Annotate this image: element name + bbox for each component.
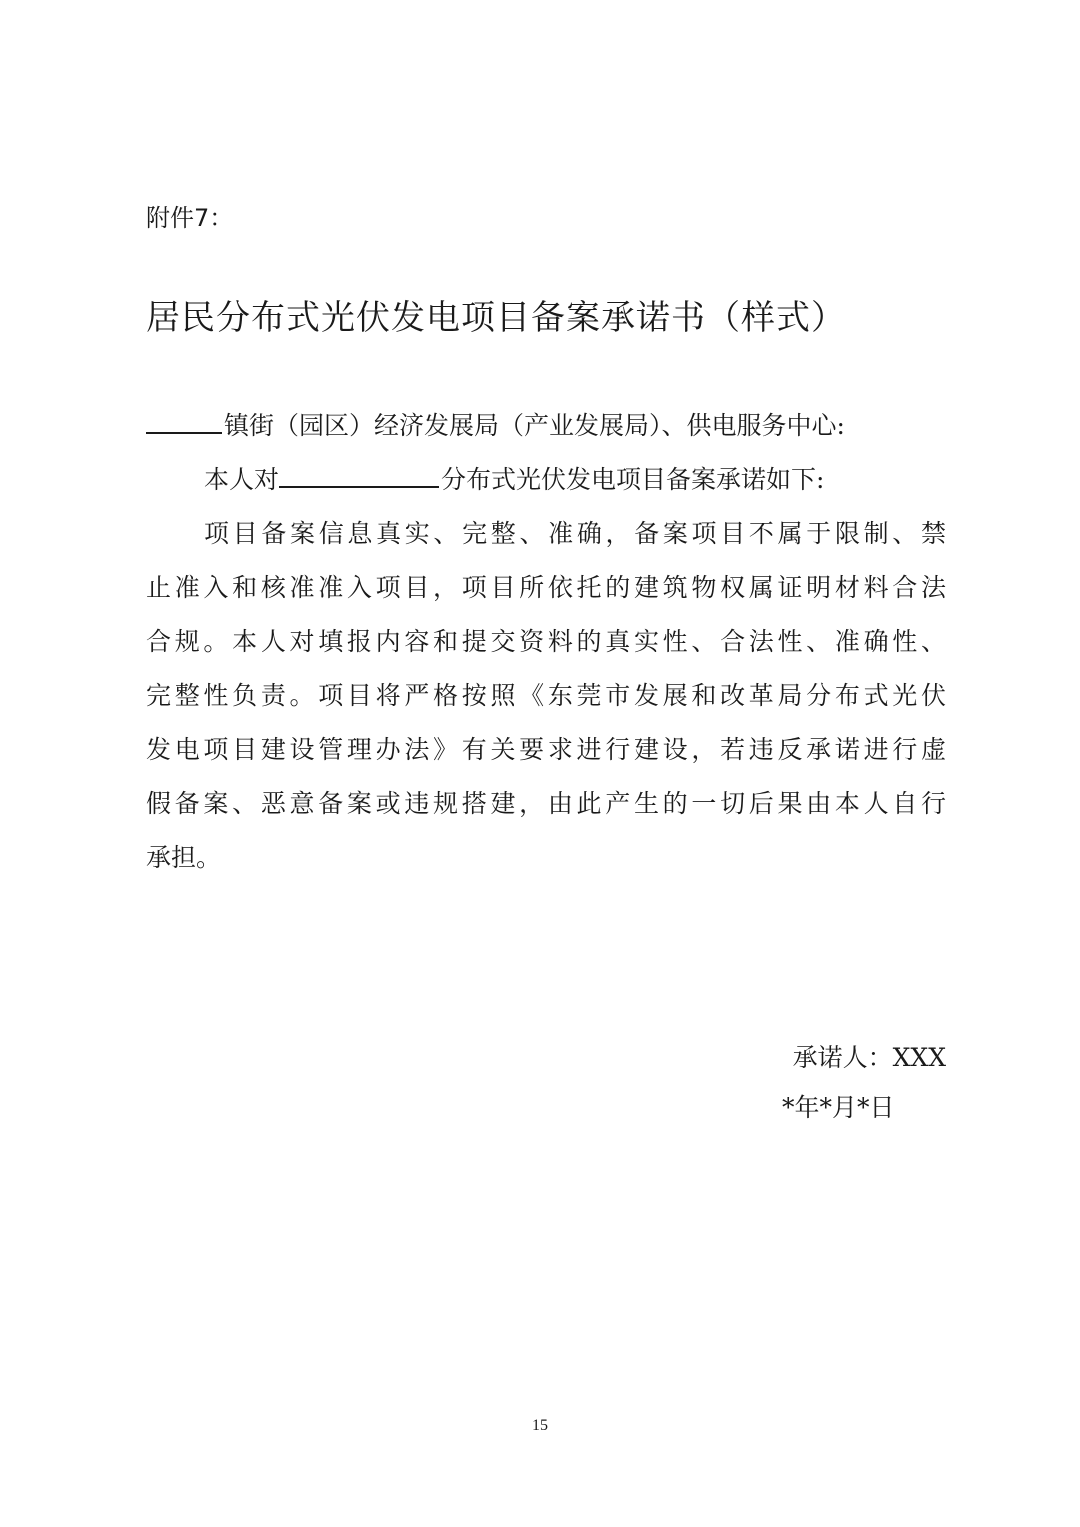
intro-suffix: 分布式光伏发电项目备案承诺如下: [441, 465, 825, 494]
body-line-7: 承担。 [146, 843, 222, 872]
body-line-3: 合规。本人对填报内容和提交资料的真实性、合法性、准确性、 [146, 627, 946, 656]
addressee-text: 镇街（园区）经济发展局（产业发展局）、供电服务中心: [224, 411, 845, 440]
signature-date: *年*月*日 [782, 1093, 895, 1122]
signer-line: 承诺人：XXX [792, 1043, 946, 1072]
body-line-5: 发电项目建设管理办法》有关要求进行建设，若违反承诺进行虚 [146, 735, 946, 764]
document-title: 居民分布式光伏发电项目备案承诺书（样式） [146, 298, 846, 338]
addressee-blank [146, 402, 222, 434]
intro-prefix: 本人对 [204, 465, 280, 494]
intro-line [204, 455, 946, 505]
body-line-2: 止准入和核准准入项目，项目所依托的建筑物权属证明材料合法 [146, 573, 946, 602]
attachment-label: 附件7： [146, 204, 234, 232]
body-line-6: 假备案、恶意备案或违规搭建，由此产生的一切后果由本人自行 [146, 789, 946, 818]
project-name-blank [279, 456, 439, 488]
body-line-1: 项目备案信息真实、完整、准确，备案项目不属于限制、禁 [204, 519, 946, 548]
addressee-line [146, 401, 946, 451]
body-line-4: 完整性负责。项目将严格按照《东莞市发展和改革局分布式光伏 [146, 681, 946, 710]
page-number: 15 [532, 1417, 548, 1434]
